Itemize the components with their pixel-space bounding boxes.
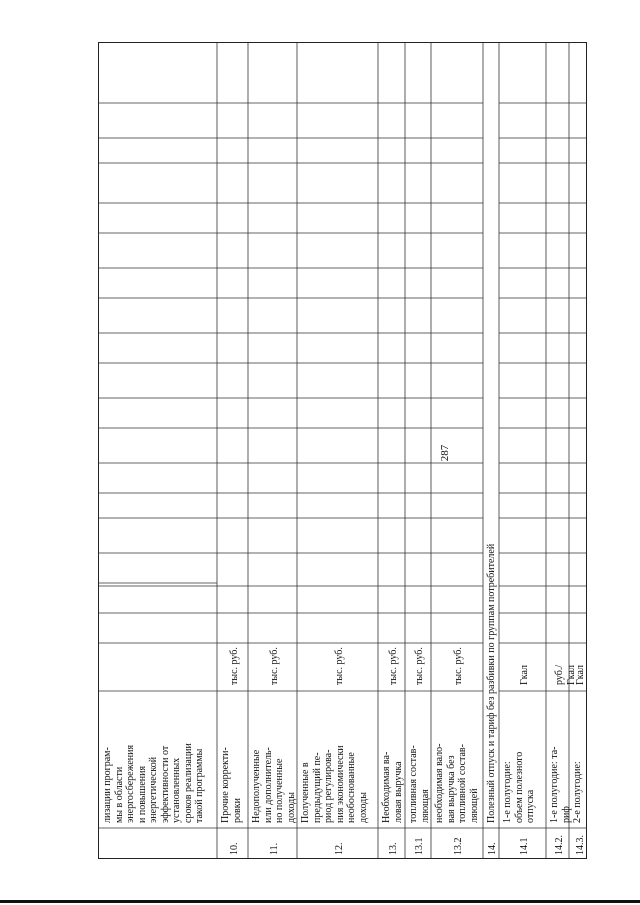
row-name: Прочие корректи- ровки bbox=[220, 747, 243, 823]
row-unit: тыс. руб. bbox=[268, 647, 280, 685]
row-number: 13.1 bbox=[414, 837, 425, 855]
row-number: 13. bbox=[387, 842, 399, 855]
row-unit: тыс. руб. bbox=[387, 647, 399, 685]
row-name: Полученные в предыдущий пе- риод регулирова- ния экономически необоснованные доходы bbox=[300, 745, 369, 823]
page-bottom-rule bbox=[0, 900, 640, 903]
row-number: 14.1 bbox=[518, 837, 530, 855]
row-unit: руб./ Гкал bbox=[553, 664, 576, 685]
row-name: 1-е полугодие: объем полезного отпуска bbox=[502, 751, 536, 823]
row-name: топливная состав- ляющая bbox=[408, 745, 431, 823]
row-unit: тыс. руб. bbox=[333, 647, 345, 685]
row-name: лизации програм- мы в области энергосбережения и повышения энергетической эффективности от установленных сроков реализации такой программы bbox=[102, 743, 205, 823]
row-number: 14. bbox=[487, 842, 498, 855]
row-unit: тыс. руб. bbox=[453, 647, 464, 685]
row-number: 12. bbox=[333, 842, 345, 855]
row-name: 1-е полугодие: та- риф bbox=[549, 746, 572, 823]
row-number: 10. bbox=[228, 842, 240, 855]
row-number: 14.3. bbox=[574, 835, 586, 855]
tariff-table bbox=[98, 42, 587, 859]
row-number: 14.2. bbox=[553, 835, 565, 855]
row-name: 2-е полугодие: bbox=[572, 761, 583, 823]
table-grid bbox=[99, 43, 587, 859]
row-name: Недополученные или дополнитель- но полученные доходы bbox=[251, 747, 297, 823]
page-number: 287 bbox=[439, 444, 451, 462]
row-name: Полезный отпуск и тариф без разбивки по группам потребителей bbox=[486, 543, 497, 823]
row-unit: тыс. руб. bbox=[228, 647, 240, 685]
row-name: необходимая вало- вая выручка без топливной состав- ляющей bbox=[434, 743, 480, 823]
row-number: 11. bbox=[268, 842, 280, 855]
row-unit: Гкал bbox=[574, 664, 586, 685]
row-unit: Гкал bbox=[518, 664, 530, 685]
row-unit: тыс. руб. bbox=[414, 647, 425, 685]
row-number: 13.2 bbox=[453, 837, 464, 855]
row-name: Необходимая ва- ловая выручка bbox=[381, 751, 404, 823]
